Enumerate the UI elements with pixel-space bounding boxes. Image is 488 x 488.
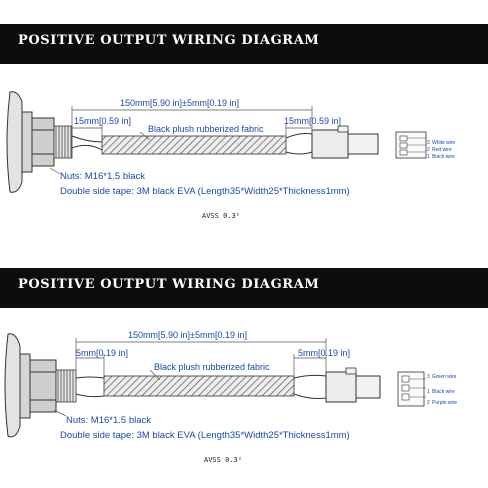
thread (54, 126, 72, 158)
pin-3: 3 (427, 140, 430, 146)
connector-pinout (396, 132, 456, 160)
left-wire-lead (72, 136, 102, 150)
button-flange (22, 112, 32, 172)
button-bezel (5, 334, 20, 437)
cable-sleeve (104, 376, 294, 396)
panel1-title: POSITIVE OUTPUT WIRING DIAGRAM (18, 33, 320, 48)
right-lead-label: 15mm[0.59 in] (284, 116, 342, 126)
button-bezel (7, 92, 22, 193)
connector-body (326, 372, 356, 402)
right-lead-label: 5mm[0.19 in] (298, 348, 351, 358)
panel2-title: POSITIVE OUTPUT WIRING DIAGRAM (18, 277, 320, 292)
thread (56, 370, 76, 402)
total-length-label: 150mm[5.90 in]±5mm[0.19 in] (120, 98, 239, 108)
wire-gauge-label: AVSS 0.3² (204, 456, 242, 464)
nut (32, 118, 54, 166)
pin-1-label: Black wire (432, 154, 455, 160)
total-length-label: 150mm[5.90 in]±5mm[0.19 in] (128, 330, 247, 340)
pin-1: 1 (427, 154, 430, 160)
right-wire-lead (294, 375, 326, 398)
panel1-diagram (0, 72, 488, 248)
cable-sleeve (102, 136, 286, 154)
pin-1-label: Black wire (432, 389, 455, 395)
panel2-banner (0, 268, 488, 308)
connector-pinout (398, 372, 457, 406)
left-lead-label: 5mm[0.19 in] (76, 348, 129, 358)
left-wire-lead (76, 377, 104, 397)
pin-3-label: White wire (432, 140, 456, 146)
pin-3: 3 (427, 374, 430, 380)
pin-1: 1 (427, 389, 430, 395)
pin-2: 2 (427, 400, 430, 406)
sleeve-label: Black plush rubberized fabric (148, 124, 264, 134)
panel1-banner (0, 24, 488, 64)
pin-2: 2 (427, 147, 430, 153)
nuts-label: Nuts: M16*1.5 black (66, 415, 152, 426)
wire-gauge-label: AVSS 0.3² (202, 212, 240, 220)
nut (30, 360, 56, 412)
left-lead-label: 15mm[0.59 in] (74, 116, 132, 126)
right-wire-lead (286, 134, 312, 155)
tape-label: Double side tape: 3M black EVA (Length35*Width25*Thickness1mm) (60, 186, 350, 197)
pin-3-label: Green wire (432, 374, 457, 380)
sleeve-label: Black plush rubberized fabric (154, 362, 270, 372)
pin-2-label: Purple wire (432, 400, 458, 406)
button-flange (20, 354, 30, 418)
nuts-label: Nuts: M16*1.5 black (60, 171, 146, 182)
connector-body (312, 130, 348, 158)
pin-2-label: Red wire (432, 147, 452, 153)
tape-label: Double side tape: 3M black EVA (Length35*Width25*Thickness1mm) (60, 430, 350, 441)
panel2-diagram (0, 318, 488, 478)
